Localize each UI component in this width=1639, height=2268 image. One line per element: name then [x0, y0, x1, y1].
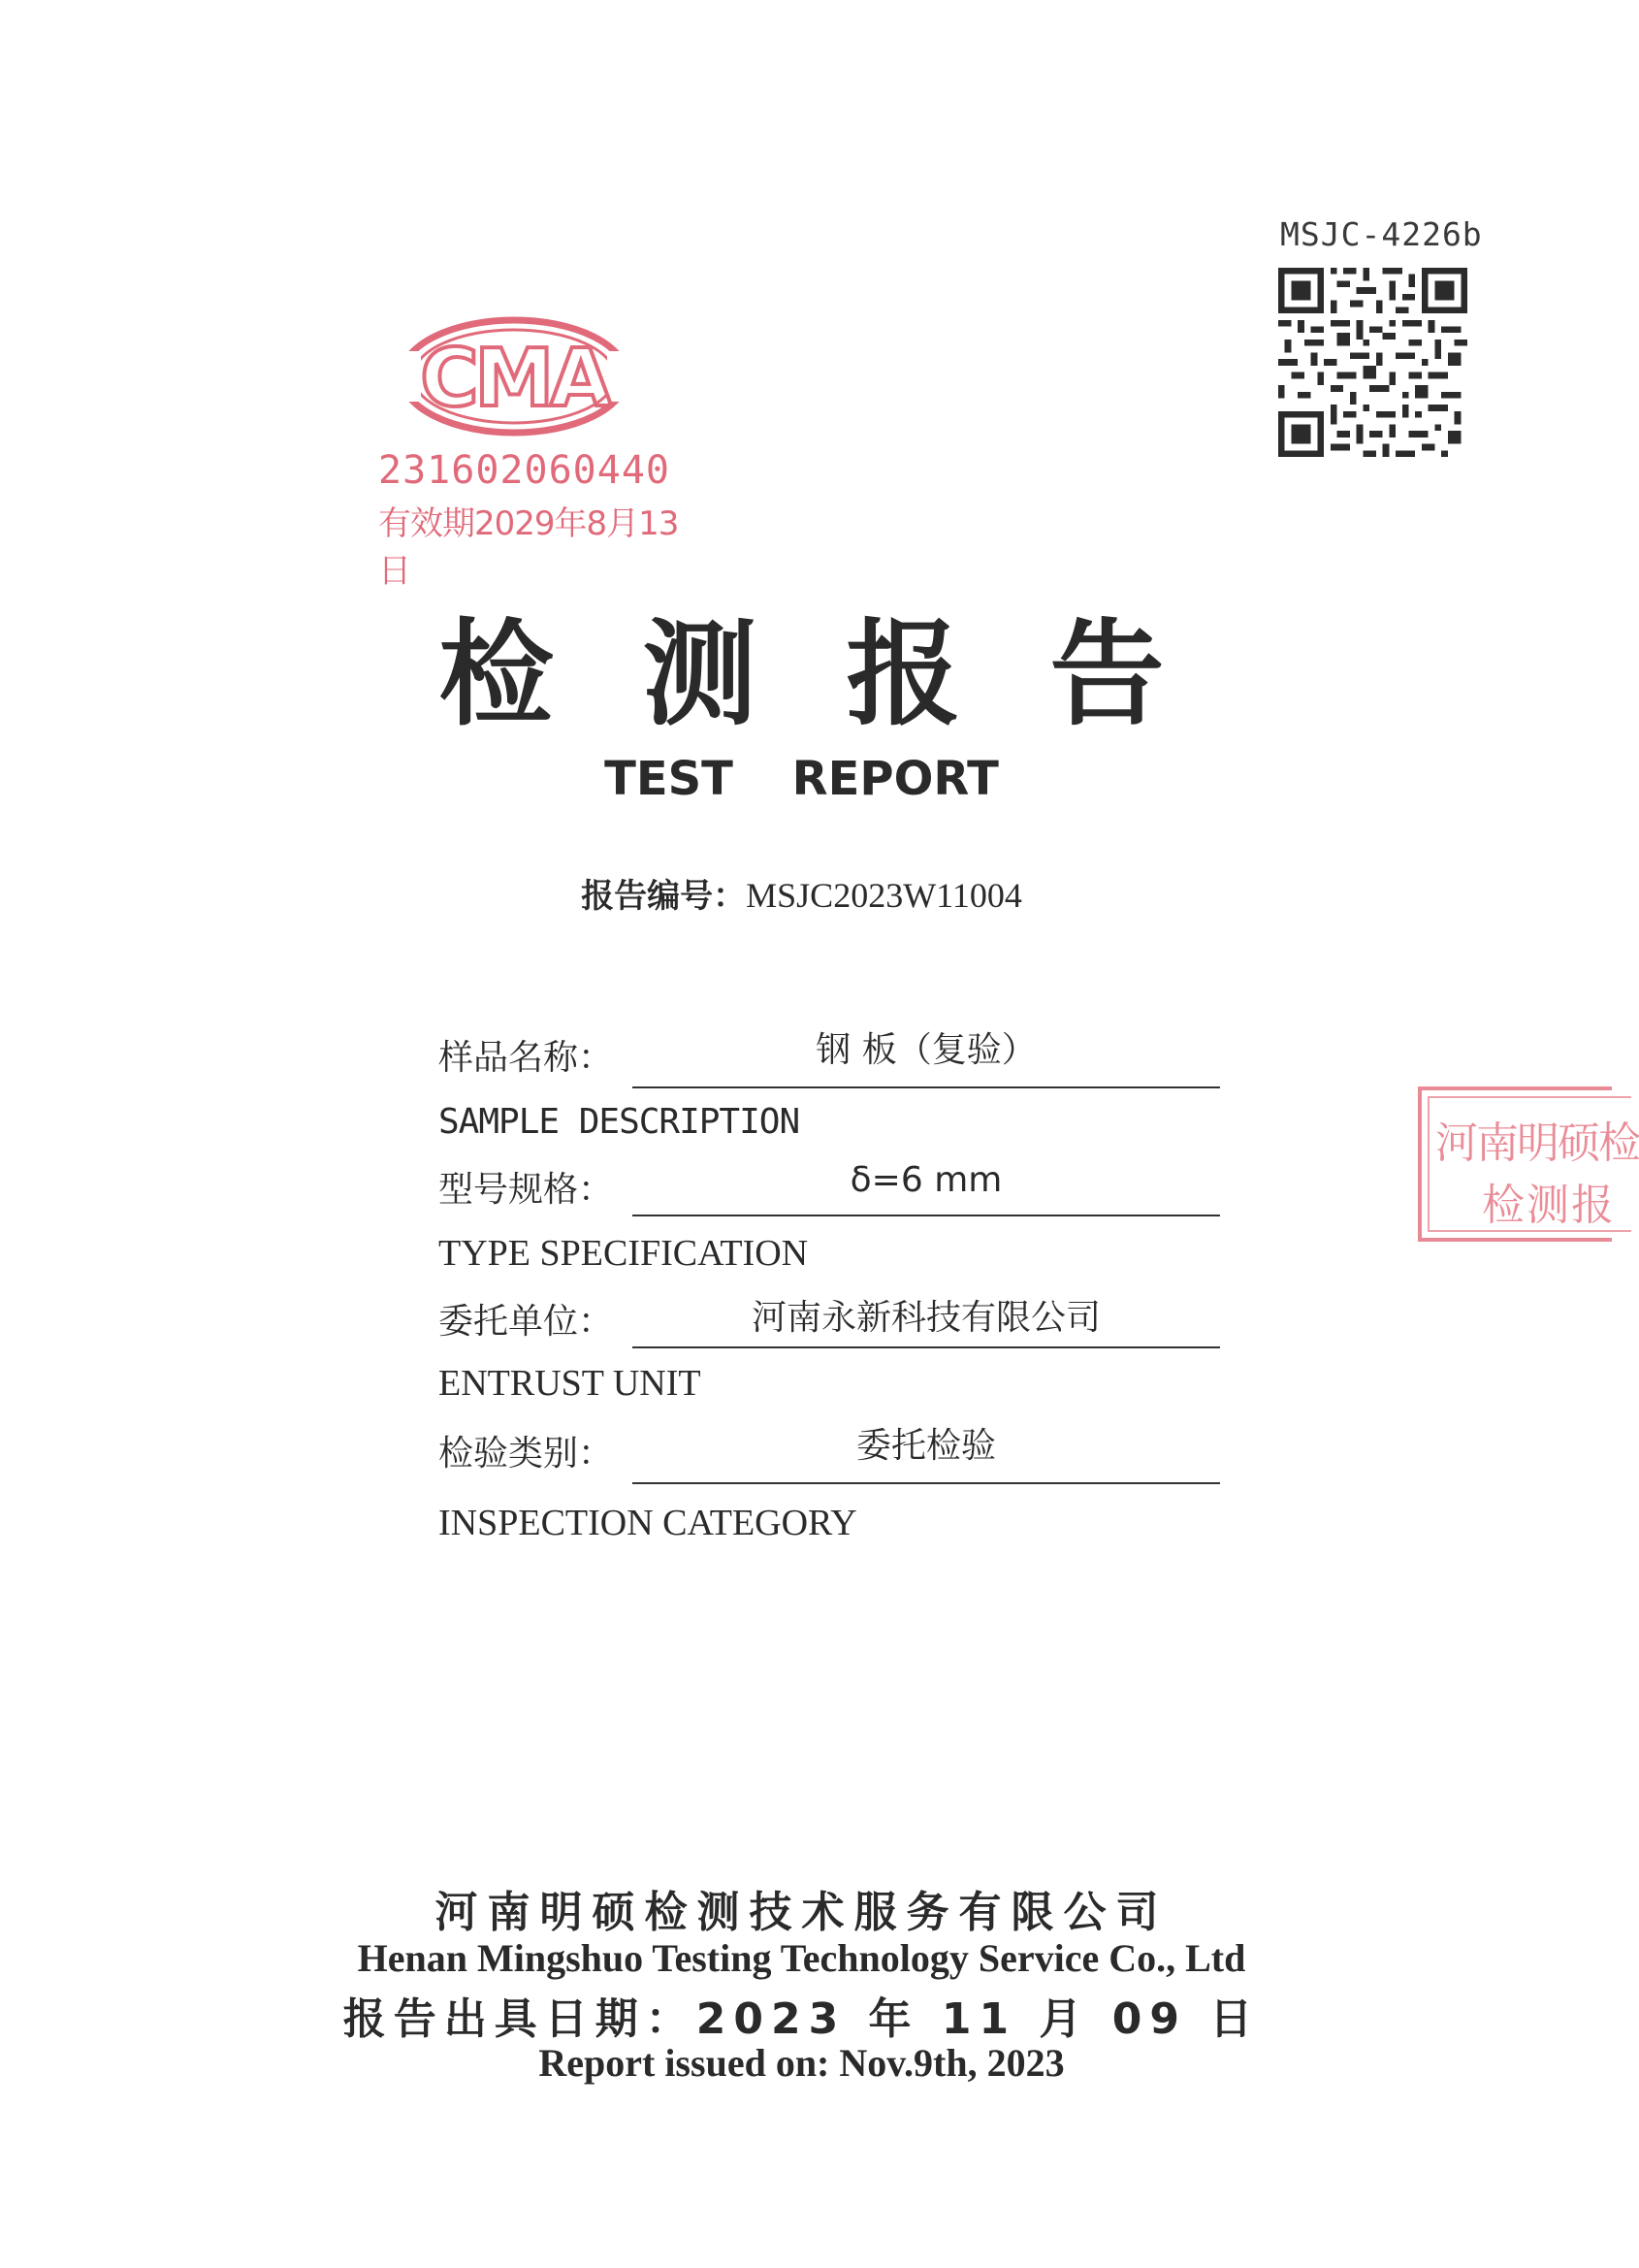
company-name-en: Henan Mingshuo Testing Technology Service Co., Ltd — [357, 1936, 1246, 1980]
svg-text:CMA: CMA — [420, 333, 608, 425]
sample-label-cn: 样品名称： — [438, 1038, 614, 1078]
inspection-category-label-cn: 检验类别： — [438, 1434, 614, 1474]
issue-date-cn: 报告出具日期：2023 年 11 月 09 日 — [342, 1994, 1261, 2044]
inspection-category-underline — [632, 1482, 1220, 1484]
sample-label-en: SAMPLE DESCRIPTION — [438, 1102, 800, 1142]
type-spec-value: δ=6 mm — [850, 1160, 1003, 1200]
entrust-unit-label-en: ENTRUST UNIT — [438, 1363, 701, 1404]
type-spec-underline — [632, 1215, 1220, 1216]
report-number-value: MSJC2023W11004 — [746, 876, 1022, 915]
type-spec-label-en: TYPE SPECIFICATION — [438, 1233, 809, 1274]
cma-stamp-number: 231602060440 — [378, 448, 670, 493]
inspection-category-value: 委托检验 — [855, 1426, 996, 1466]
seal-text-line2: 检测报 — [1482, 1181, 1616, 1230]
sample-underline — [632, 1086, 1220, 1088]
company-name-cn: 河南明硕检测技术服务有限公司 — [434, 1888, 1169, 1937]
qr-code-icon — [1278, 268, 1467, 457]
entrust-unit-value: 河南永新科技有限公司 — [751, 1298, 1101, 1338]
inspection-category-label-en: INSPECTION CATEGORY — [438, 1503, 857, 1543]
seal-text-line1: 河南明硕检 — [1435, 1118, 1639, 1168]
page-title-cn: 检测报告 — [438, 606, 1254, 741]
company-seal-stamp — [1418, 1086, 1639, 1242]
sample-value: 钢 板（复验） — [816, 1030, 1037, 1070]
report-number-label: 报告编号： — [581, 877, 747, 916]
entrust-unit-underline — [632, 1346, 1220, 1348]
cma-stamp-validity: 有效期2029年8月13日 — [378, 504, 679, 591]
entrust-unit-label-cn: 委托单位： — [438, 1302, 614, 1342]
type-spec-label-cn: 型号规格： — [438, 1170, 614, 1210]
page-title-en: TEST REPORT — [604, 752, 999, 806]
issue-date-en: Report issued on: Nov.9th, 2023 — [538, 2041, 1065, 2085]
document-code: MSJC-4226b — [1280, 215, 1483, 253]
report-number — [0, 869, 1603, 917]
